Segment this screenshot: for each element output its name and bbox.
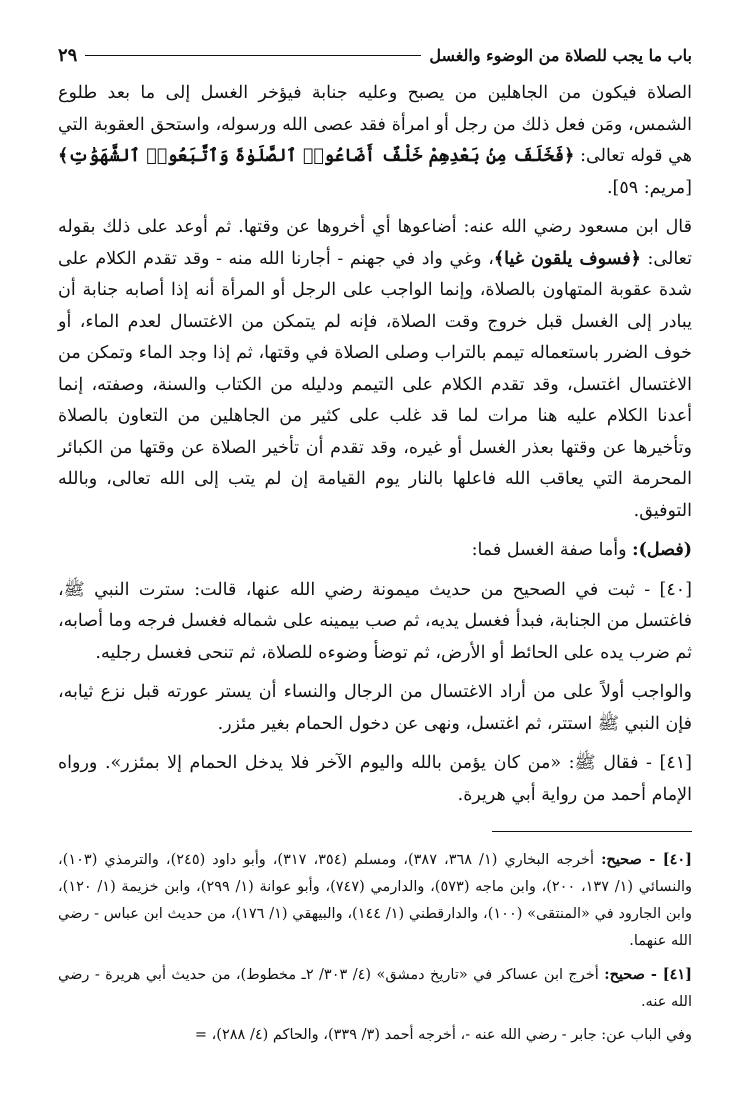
footnote-separator [492,831,692,832]
section-heading [58,535,692,567]
quran-verse-1: ﴿فَخَلَفَ مِنۢ بَعْدِهِمْ خَلْفٌ أَضَاعُوا۟ ٱلصَّلَوٰةَ وَٱتَّبَعُوا۟ ٱلشَّهَوَٰتِ﴾ [58,146,575,166]
verse-reference-1: [مريم: ٥٩]. [606,177,692,198]
footnotes [58,846,692,1049]
paragraph-5: والواجب أولاً على من أراد الاغتسال من الرجال والنساء أن يستر عورته قبل نزع ثيابه، فإن النبي ﷺ استتر، ثم اغتسل، ونهى عن دخول الحمام بغير مئزر. [58,682,692,734]
paragraph-1 [58,78,692,204]
footnote-41-label: [٤١] - صحيح: [604,966,693,983]
footnote-40-label: [٤٠] - صحيح: [601,851,693,868]
book-page [58,38,692,1049]
footnote-41-text: أخرج ابن عساكر في «تاريخ دمشق» (٤/ ٣٠٣/ ٢ـ مخطوط)، من حديث أبي هريرة - رضي الله عنه. [58,967,692,1010]
footnote-40 [58,846,692,955]
paragraph-1-text: الصلاة فيكون من الجاهلين من يصبح وعليه جنابة فيؤخر الغسل إلى ما بعد طلوع الشمس، ومَن فعل ذلك من رجل أو امرأة فقد عصى الله ورسوله، واستحق العقوبة التي هي قوله تعالى: [58,83,692,166]
header-rule [85,55,421,56]
hadith-40: [٤٠] - ثبت في الصحيح من حديث ميمونة رضي الله عنها، قالت: سترت النبي ﷺ، فاغتسل من الجنابة، فبدأ فغسل يديه، ثم صب بيمينه على شماله فغسل فرجه وما أصابه، ثم ضرب يده على الحائط أو الأرض، ثم توضأ وضوءه للصلاة، ثم تنحى فغسل رجليه. [58,579,692,663]
quran-verse-2: ﴿فسوف يلقون غيا﴾ [493,248,641,269]
hadith-41: [٤١] - فقال ﷺ: «من كان يؤمن بالله واليوم الآخر فلا يدخل الحمام إلا بمئزر». ورواه الإمام أحمد من رواية أبي هريرة. [58,753,692,805]
chapter-title: باب ما يجب للصلاة من الوضوء والغسل [429,45,692,65]
paragraph-2-text-b: ، وغي واد في جهنم - أجارنا الله منه - وقد تقدم الكلام على شدة عقوبة المتهاون بالصلاة، وإنما الواجب على الرجل أو المرأة أنه إذا أصابه جنابة أن يبادر إلى الغسل قبل خروج وقت الصلاة، فإنه لم يتمكن من الاغتسال لعدم الماء، أو خوف الضرر باستعماله تيمم بالتراب وصلى الصلاة في وقتها، ثم إذا وجد الماء وتمكن من الاغتسال اغتسل، وقد تقدم الكلام على التيمم ودليله من الكتاب والسنة، وصفته، إنما أعدنا الكلام عليه هنا مرات لما قد غلب على كثير من الجاهلين من التعاون بالصلاة وتأخيرها عن وقتها بعذر الغسل أو غيره، وقد تقدم أن تأخير الصلاة عن وقتها من الكبائر المحرمة التي يعاقب الله فاعلها بالنار يوم القيامة إن لم يتب إلى الله تعالى، وبالله التوفيق. [58,248,692,521]
section-label: (فصل): [632,540,692,560]
page-number: ٢٩ [58,44,78,66]
footnote-extra: وفي الباب عن: جابر - رضي الله عنه -، أخرجه أحمد (٣/ ٣٣٩)، والحاكم (٤/ ٢٨٨)، = [194,1027,692,1043]
footnote-41 [58,961,692,1016]
paragraph-2 [58,212,692,527]
running-header [58,38,692,72]
section-text: وأما صفة الغسل فما: [471,540,627,560]
paragraph-2-text-a: قال ابن مسعود رضي الله عنه: أضاعوها أي أخروها عن وقتها. ثم أوعد على ذلك بقوله تعالى: [58,217,692,269]
footnote-40-text: أخرجه البخاري (١/ ٣٦٨، ٣٨٧)، ومسلم (٣٥٤، ٣١٧)، وأبو داود (٢٤٥)، والترمذي (١٠٣)، والنسائي (١/ ١٣٧، ٢٠٠)، وابن ماجه (٥٧٣)، والدارمي (٧٤٧)، وأبو عوانة (١/ ٢٩٩)، وابن خزيمة (١/ ١٢٠)، وابن الجارود في «المنتقى» (١٠٠)، والدارقطني (١/ ١٤٤)، والبيهقي (١/ ١٧٦)، من حديث ابن عباس - رضي الله عنهما. [58,852,693,949]
main-text [58,78,692,811]
